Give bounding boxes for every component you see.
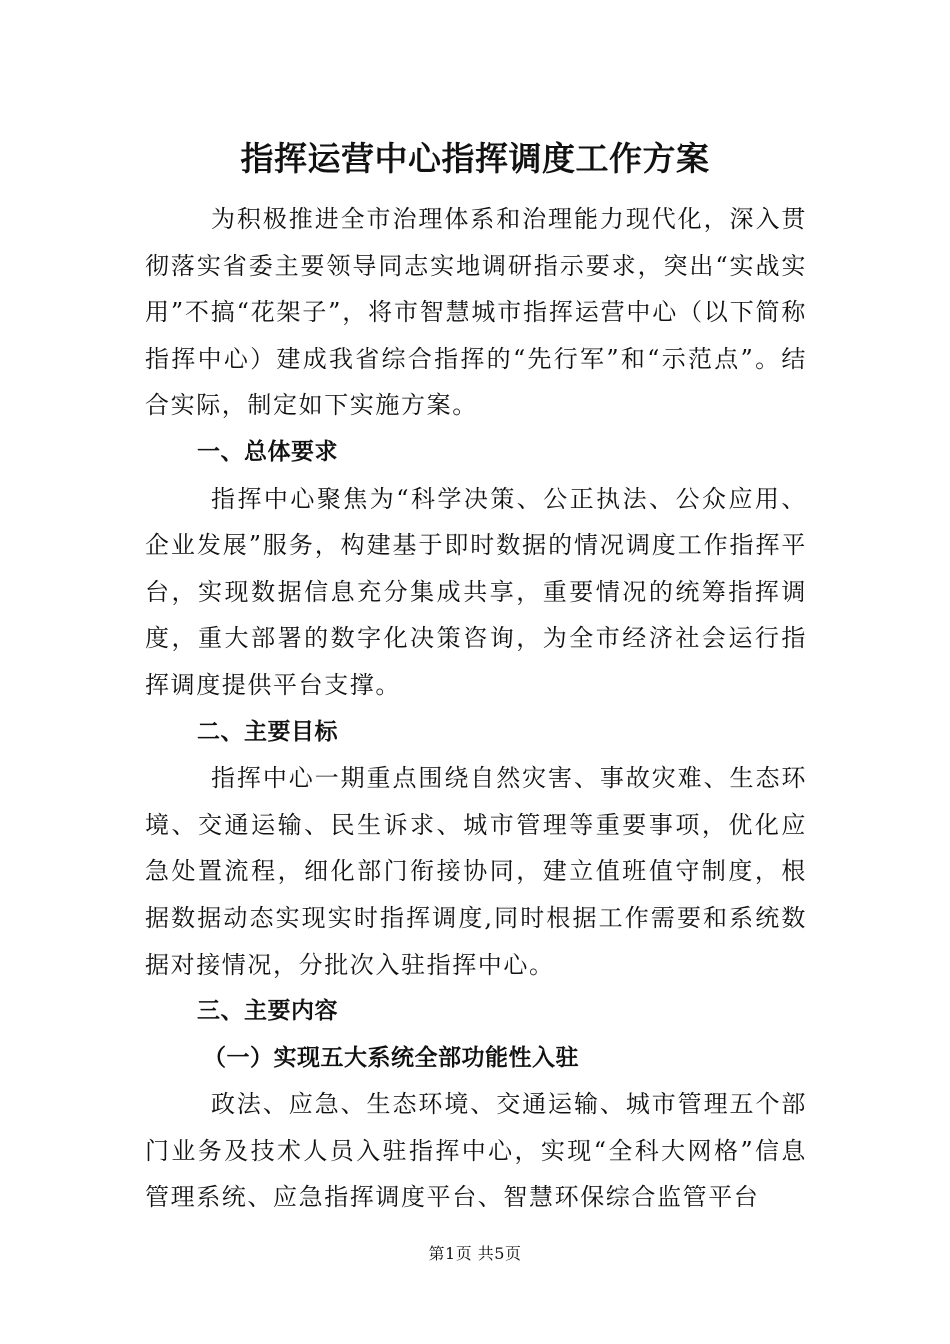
- subsection-heading-five-systems: （一）实现五大系统全部功能性入驻: [203, 1044, 579, 1071]
- document-title: 指挥运营中心指挥调度工作方案: [240, 139, 710, 178]
- document-body: [145, 196, 807, 1221]
- section-heading-main-content: 三、主要内容: [197, 998, 338, 1025]
- section-paragraph-general-requirements: 指挥中心聚焦为“科学决策、公正执法、公众应用、企业发展”服务，构建基于即时数据的情况调度工作指挥平台，实现数据信息充分集成共享，重要情况的统筹指挥调度，重大部署的数字化决策咨询，为全市经济社会运行指挥调度提供平台支撑。: [145, 484, 807, 699]
- section-heading-general-requirements: 一、总体要求: [197, 438, 338, 465]
- intro-paragraph: 为积极推进全市治理体系和治理能力现代化，深入贯彻落实省委主要领导同志实地调研指示要求，突出“实战实用”不搞“花架子”，将市智慧城市指挥运营中心（以下简称指挥中心）建成我省综合指挥的“先行军”和“示范点”。结合实际，制定如下实施方案。: [145, 205, 807, 420]
- section-paragraph-main-goals: 指挥中心一期重点围绕自然灾害、事故灾难、生态环境、交通运输、民生诉求、城市管理等重要事项，优化应急处置流程，细化部门衔接协同，建立值班值守制度，根据数据动态实现实时指挥调度,同时根据工作需要和系统数据对接情况，分批次入驻指挥中心。: [145, 764, 807, 979]
- page-footer: 第1页 共5页: [428, 1244, 522, 1263]
- section-paragraph-five-systems: 政法、应急、生态环境、交通运输、城市管理五个部门业务及技术人员入驻指挥中心，实现“全科大网格”信息管理系统、应急指挥调度平台、智慧环保综合监管平台: [145, 1090, 807, 1212]
- section-heading-main-goals: 二、主要目标: [197, 718, 338, 745]
